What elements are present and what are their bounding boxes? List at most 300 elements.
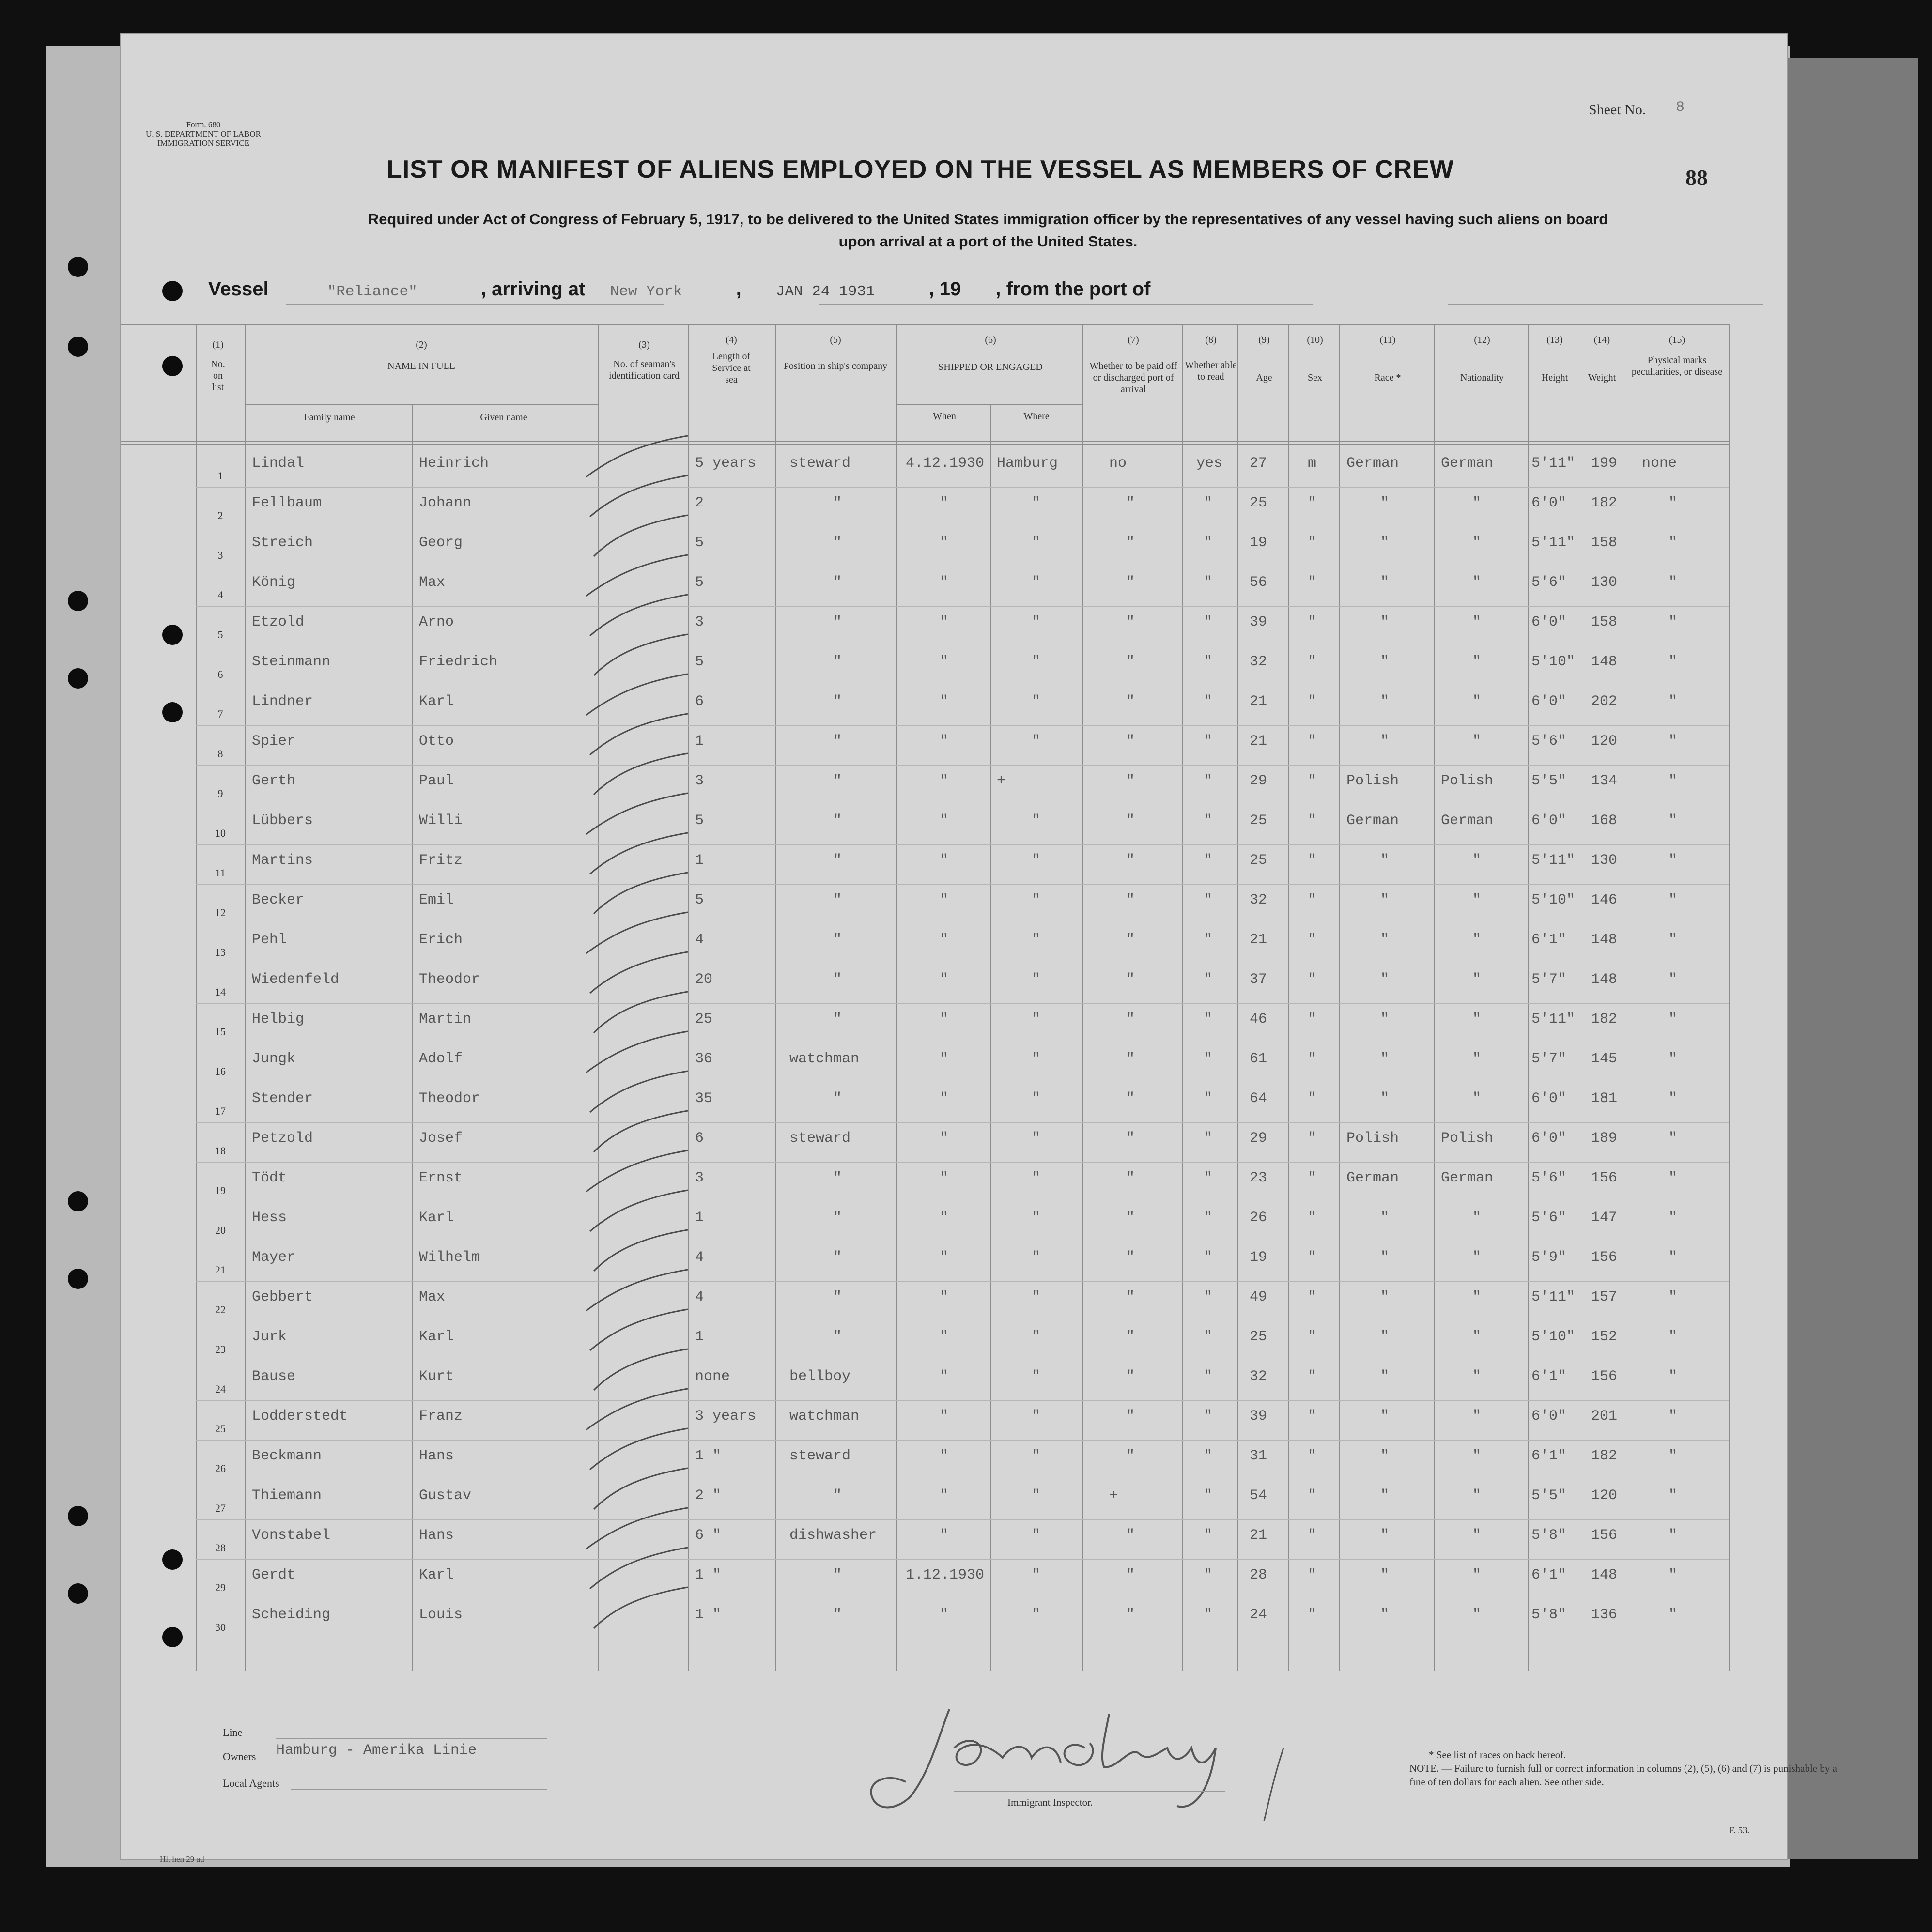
sex-cell: " [1308,813,1317,829]
given-name-cell: Paul [419,773,454,789]
shipped-when-cell: " [940,1170,949,1186]
row-number: 29 [215,1581,226,1594]
position-cell: " [833,733,842,750]
paid-off-cell: " [1126,574,1135,591]
row-number: 1 [217,470,223,482]
able-to-read-cell: " [1204,1130,1213,1147]
height-cell: 6'0" [1531,813,1567,829]
age-cell: 39 [1250,614,1267,630]
weight-cell: 182 [1591,495,1618,511]
race-cell: " [1380,574,1390,591]
height-cell: 6'0" [1531,1090,1567,1107]
check-mark [590,1309,688,1350]
given-name-cell: Fritz [419,852,463,869]
shipped-when-cell: " [940,574,949,591]
race-cell: " [1380,1408,1390,1425]
shipped-where-cell: " [1032,693,1041,710]
nationality-cell: " [1472,1368,1482,1385]
sex-cell: " [1308,495,1317,511]
family-name-cell: Lübbers [252,813,313,829]
nationality-cell: " [1472,1448,1482,1464]
paid-off-cell: " [1126,614,1135,630]
shipped-when-cell: " [940,892,949,908]
check-mark [590,952,688,993]
paid-off-cell: " [1126,1408,1135,1425]
shipped-when-cell: " [940,1289,949,1305]
row-number: 9 [217,787,223,799]
height-cell: 5'9" [1531,1249,1567,1266]
shipped-when-cell: " [940,852,949,869]
sex-cell: " [1308,1607,1317,1623]
service-cell: 1 [695,852,704,869]
able-to-read-cell: " [1204,693,1213,710]
sex-cell: " [1308,1090,1317,1107]
weight-cell: 156 [1591,1527,1618,1544]
position-cell: " [833,1487,842,1504]
service-cell: 5 years [695,455,757,472]
family-name-cell: Scheiding [252,1607,331,1623]
shipped-where-cell: " [1032,1090,1041,1107]
row-number: 20 [215,1224,226,1236]
row-number: 24 [215,1383,226,1395]
col15-header: (15) Physical marks peculiarities, or disease [1631,335,1723,377]
shipped-when-cell: " [940,1527,949,1544]
position-cell: steward [789,1130,851,1147]
height-cell: 5'11" [1531,852,1576,869]
family-name-cell: Becker [252,892,305,908]
height-cell: 6'1" [1531,1567,1567,1583]
sex-cell: " [1308,1567,1317,1583]
weight-cell: 182 [1591,1448,1618,1464]
manifest-sheet [121,34,1837,1864]
nationality-cell: " [1472,852,1482,869]
punch-hole [68,1191,88,1211]
service-cell: 4 [695,1249,704,1266]
col5-header: (5) Position in ship's company [783,335,888,371]
check-mark [594,873,688,914]
footer-note: * See list of races on back hereof. NOTE. — Failure to furnish full or correct information in columns (2), (5), (6) and (7) is punishable by a fine of ten dollars for each alien. See other side. [1409,1749,1837,1788]
arriving-port: New York [610,283,682,300]
service-cell: 5 [695,535,704,551]
row-number: 21 [215,1264,226,1276]
sex-cell: " [1308,654,1317,670]
able-to-read-cell: " [1204,495,1213,511]
position-cell: " [833,1011,842,1027]
given-name-cell: Karl [419,1567,454,1583]
marks-cell: " [1669,495,1678,511]
position-cell: dishwasher [789,1527,877,1544]
check-mark [590,1071,688,1112]
paid-off-cell: " [1126,1210,1135,1226]
form-identifier: Form. 680 U. S. DEPARTMENT OF LABOR IMMIGRATION SERVICE [146,120,261,148]
year-label: , 19 [928,278,961,300]
height-cell: 5'6" [1531,574,1567,591]
marks-cell: " [1669,1289,1678,1305]
nationality-cell: " [1472,1210,1482,1226]
owners-label: Owners [223,1750,256,1763]
col10-header: (10) Sex [1307,335,1323,383]
nationality-cell: " [1472,1527,1482,1544]
nationality-cell: " [1472,574,1482,591]
age-cell: 39 [1250,1408,1267,1425]
sex-cell: " [1308,733,1317,750]
col1-header: (1) No. on list [211,339,225,393]
position-cell: watchman [789,1051,860,1067]
age-cell: 26 [1250,1210,1267,1226]
height-cell: 5'11" [1531,1289,1576,1305]
row-number: 15 [215,1026,226,1038]
sex-cell: m [1308,455,1317,472]
paid-off-cell: " [1126,1130,1135,1147]
col12-header: (12) Nationality [1460,335,1504,383]
sex-cell: " [1308,574,1317,591]
col13-header: (13) Height [1541,335,1568,383]
age-cell: 24 [1250,1607,1267,1623]
given-name-cell: Franz [419,1408,463,1425]
given-name-cell: Hans [419,1448,454,1464]
marks-cell: " [1669,1527,1678,1544]
able-to-read-cell: " [1204,1408,1213,1425]
sex-cell: " [1308,1408,1317,1425]
family-name-cell: Streich [252,535,313,551]
shipped-where-cell: " [1032,813,1041,829]
weight-cell: 136 [1591,1607,1618,1623]
col8-header: (8) Whether able to read [1185,335,1237,382]
given-name-cell: Ernst [419,1170,463,1186]
vessel-label: Vessel [208,278,269,300]
age-cell: 46 [1250,1011,1267,1027]
marks-cell: " [1669,1170,1678,1186]
paid-off-cell: " [1126,1249,1135,1266]
weight-cell: 130 [1591,852,1618,869]
service-cell: 35 [695,1090,713,1107]
nationality-cell: " [1472,693,1482,710]
check-mark [594,992,688,1033]
service-cell: 1 " [695,1567,722,1583]
marks-cell: " [1669,1249,1678,1266]
shipped-when-cell: " [940,773,949,789]
local-agents-label: Local Agents [223,1777,279,1789]
given-name-cell: Adolf [419,1051,463,1067]
shipped-where-cell: " [1032,1567,1041,1583]
service-cell: 20 [695,971,713,988]
sex-cell: " [1308,1448,1317,1464]
service-cell: 3 [695,773,704,789]
shipped-when-cell: " [940,1487,949,1504]
row-number: 7 [217,708,223,720]
weight-cell: 157 [1591,1289,1618,1305]
height-cell: 6'0" [1531,614,1567,630]
weight-cell: 182 [1591,1011,1618,1027]
given-name-cell: Gustav [419,1487,472,1504]
owners-value: Hamburg - Amerika Linie [276,1742,477,1759]
able-to-read-cell: " [1204,1170,1213,1186]
shipped-when-cell: " [940,932,949,948]
punch-hole [68,1506,88,1526]
service-cell: 1 [695,733,704,750]
sex-cell: " [1308,773,1317,789]
age-cell: 49 [1250,1289,1267,1305]
family-name-cell: Jungk [252,1051,296,1067]
position-cell: " [833,773,842,789]
able-to-read-cell: " [1204,1289,1213,1305]
service-cell: 2 " [695,1487,722,1504]
inspector-signature [857,1690,1332,1835]
position-cell: " [833,932,842,948]
check-mark [594,1468,688,1509]
race-cell: " [1380,1329,1390,1345]
shipped-where-cell: " [1032,733,1041,750]
shipped-when-cell: 1.12.1930 [906,1567,985,1583]
paid-off-cell: " [1126,495,1135,511]
race-cell: " [1380,1210,1390,1226]
shipped-where-cell: " [1032,1329,1041,1345]
weight-cell: 146 [1591,892,1618,908]
position-cell: " [833,1249,842,1266]
nationality-cell: " [1472,1249,1482,1266]
row-number: 22 [215,1303,226,1316]
race-cell: " [1380,654,1390,670]
height-cell: 6'0" [1531,693,1567,710]
family-name-cell: König [252,574,296,591]
race-cell: " [1380,932,1390,948]
marks-cell: " [1669,654,1678,670]
shipped-when-cell: " [940,1210,949,1226]
race-cell: German [1346,813,1399,829]
shipped-where-cell: " [1032,1408,1041,1425]
weight-cell: 145 [1591,1051,1618,1067]
height-cell: 5'10" [1531,892,1576,908]
able-to-read-cell: " [1204,1487,1213,1504]
able-to-read-cell: " [1204,1329,1213,1345]
check-mark [586,1031,688,1073]
marks-cell: " [1669,932,1678,948]
service-cell: 5 [695,892,704,908]
weight-cell: 134 [1591,773,1618,789]
height-cell: 6'1" [1531,932,1567,948]
able-to-read-cell: " [1204,1448,1213,1464]
race-cell: " [1380,733,1390,750]
row-number: 5 [217,629,223,641]
marks-cell: " [1669,773,1678,789]
height-cell: 5'6" [1531,733,1567,750]
nationality-cell: German [1441,1170,1494,1186]
given-name-cell: Hans [419,1527,454,1544]
age-cell: 23 [1250,1170,1267,1186]
race-cell: " [1380,1567,1390,1583]
marks-cell: " [1669,574,1678,591]
age-cell: 19 [1250,535,1267,551]
document-title: LIST OR MANIFEST OF ALIENS EMPLOYED ON THE VESSEL AS MEMBERS OF CREW [386,155,1454,184]
nationality-cell: Polish [1441,773,1494,789]
able-to-read-cell: " [1204,1210,1213,1226]
age-cell: 25 [1250,495,1267,511]
weight-cell: 120 [1591,733,1618,750]
shipped-when-cell: " [940,654,949,670]
sex-cell: " [1308,1487,1317,1504]
col2-header: (2) NAME IN FULL [387,339,455,371]
family-name-cell: Petzold [252,1130,313,1147]
height-cell: 5'8" [1531,1527,1567,1544]
sex-cell: " [1308,1130,1317,1147]
check-mark [586,1389,688,1430]
sex-cell: " [1308,1170,1317,1186]
given-name-cell: Kurt [419,1368,454,1385]
shipped-when-cell: " [940,1011,949,1027]
marks-cell: " [1669,1011,1678,1027]
shipped-where-cell: Hamburg [997,455,1058,472]
row-number: 10 [215,827,226,839]
age-cell: 32 [1250,892,1267,908]
able-to-read-cell: " [1204,614,1213,630]
from-port-label: , from the port of [995,278,1151,300]
family-name-cell: Jurk [252,1329,287,1345]
race-cell: German [1346,455,1399,472]
nationality-cell: " [1472,654,1482,670]
height-cell: 5'10" [1531,654,1576,670]
age-cell: 21 [1250,932,1267,948]
position-cell: " [833,892,842,908]
nationality-cell: " [1472,733,1482,750]
sex-cell: " [1308,693,1317,710]
vessel-line: Vessel "Reliance" , arriving at New York , JAN 24 1931 , 19 , from the port of [208,278,1151,300]
race-cell: " [1380,892,1390,908]
row-number: 27 [215,1502,226,1514]
col14-header: (14) Weight [1588,335,1616,383]
check-mark [594,1349,688,1390]
row-number: 28 [215,1542,226,1554]
crew-table [121,295,1787,1680]
height-cell: 5'6" [1531,1170,1567,1186]
marks-cell: " [1669,1130,1678,1147]
age-cell: 25 [1250,852,1267,869]
punch-hole [68,1583,88,1604]
family-name-cell: Gebbert [252,1289,313,1305]
family-name-cell: Hess [252,1210,287,1226]
position-cell: steward [789,1448,851,1464]
service-cell: 3 [695,1170,704,1186]
col3-header: (3) No. of seaman's identification card [608,339,680,381]
family-name-cell: Steinmann [252,654,331,670]
sex-cell: " [1308,1329,1317,1345]
race-cell: " [1380,1487,1390,1504]
nationality-cell: " [1472,614,1482,630]
check-mark [586,436,688,477]
sex-cell: " [1308,1289,1317,1305]
nationality-cell: German [1441,455,1494,472]
age-cell: 19 [1250,1249,1267,1266]
able-to-read-cell: " [1204,1011,1213,1027]
inspector-label: Immigrant Inspector. [1007,1796,1093,1808]
service-cell: 4 [695,1289,704,1305]
col7-header: (7) Whether to be paid off or discharged port of arrival [1089,335,1177,395]
family-name-cell: Martins [252,852,313,869]
able-to-read-cell: " [1204,1090,1213,1107]
shipped-where-cell: " [1032,1448,1041,1464]
family-name-cell: Pehl [252,932,287,948]
family-name-cell: Fellbaum [252,495,322,511]
height-cell: 5'11" [1531,1011,1576,1027]
nationality-cell: " [1472,971,1482,988]
height-cell: 5'7" [1531,971,1567,988]
row-number: 26 [215,1462,226,1474]
punch-hole [68,257,88,277]
able-to-read-cell: " [1204,813,1213,829]
family-name-cell: Beckmann [252,1448,322,1464]
given-name-cell: Karl [419,1329,454,1345]
marks-cell: " [1669,1567,1678,1583]
weight-cell: 189 [1591,1130,1618,1147]
marks-cell: " [1669,614,1678,630]
check-mark [586,1508,688,1549]
paid-off-cell: " [1126,932,1135,948]
given-name-cell: Martin [419,1011,472,1027]
nationality-cell: " [1472,495,1482,511]
nationality-cell: German [1441,813,1494,829]
marks-cell: " [1669,1210,1678,1226]
height-cell: 5'11" [1531,535,1576,551]
weight-cell: 181 [1591,1090,1618,1107]
check-mark [594,1230,688,1271]
position-cell: " [833,1289,842,1305]
paid-off-cell: " [1126,693,1135,710]
date-stamp: JAN 24 1931 [775,283,875,300]
marks-cell: " [1669,1408,1678,1425]
document-subtitle: Required under Act of Congress of February 5, 1917, to be delivered to the United States immigration officer by the representatives of any vessel having such aliens on board upon arrival at a port of the United States. [368,211,1608,250]
punch-hole [68,668,88,689]
weight-cell: 156 [1591,1170,1618,1186]
able-to-read-cell: " [1204,535,1213,551]
race-cell: " [1380,971,1390,988]
age-cell: 21 [1250,693,1267,710]
shipped-where-cell: + [997,773,1006,789]
given-name-cell: Max [419,1289,446,1305]
row-number: 17 [215,1105,226,1117]
position-cell: " [833,614,842,630]
shipped-when-cell: " [940,1249,949,1266]
able-to-read-cell: " [1204,852,1213,869]
row-number: 16 [215,1065,226,1077]
shipped-where-cell: " [1032,1249,1041,1266]
printer-mark: Hl. hen 29 ad [160,1855,204,1864]
height-cell: 5'8" [1531,1607,1567,1623]
nationality-cell: " [1472,1408,1482,1425]
marks-cell: " [1669,1051,1678,1067]
position-cell: bellboy [789,1368,851,1385]
shipped-where-cell: " [1032,932,1041,948]
age-cell: 27 [1250,455,1267,472]
able-to-read-cell: " [1204,733,1213,750]
weight-cell: 148 [1591,932,1618,948]
race-cell: Polish [1346,773,1399,789]
family-name-cell: Lodderstedt [252,1408,348,1425]
check-mark [586,912,688,953]
weight-cell: 148 [1591,971,1618,988]
sex-cell: " [1308,1210,1317,1226]
family-name-cell: Lindal [252,455,305,472]
check-mark [586,793,688,834]
marks-cell: " [1669,1487,1678,1504]
col6a-header: When [933,411,956,422]
paid-off-cell: " [1126,1448,1135,1464]
sheet-number-value: 8 [1676,99,1685,116]
height-cell: 5'10" [1531,1329,1576,1345]
check-mark [594,515,688,556]
paid-off-cell: " [1126,1329,1135,1345]
able-to-read-cell: " [1204,892,1213,908]
check-mark [594,753,688,795]
height-cell: 5'5" [1531,1487,1567,1504]
